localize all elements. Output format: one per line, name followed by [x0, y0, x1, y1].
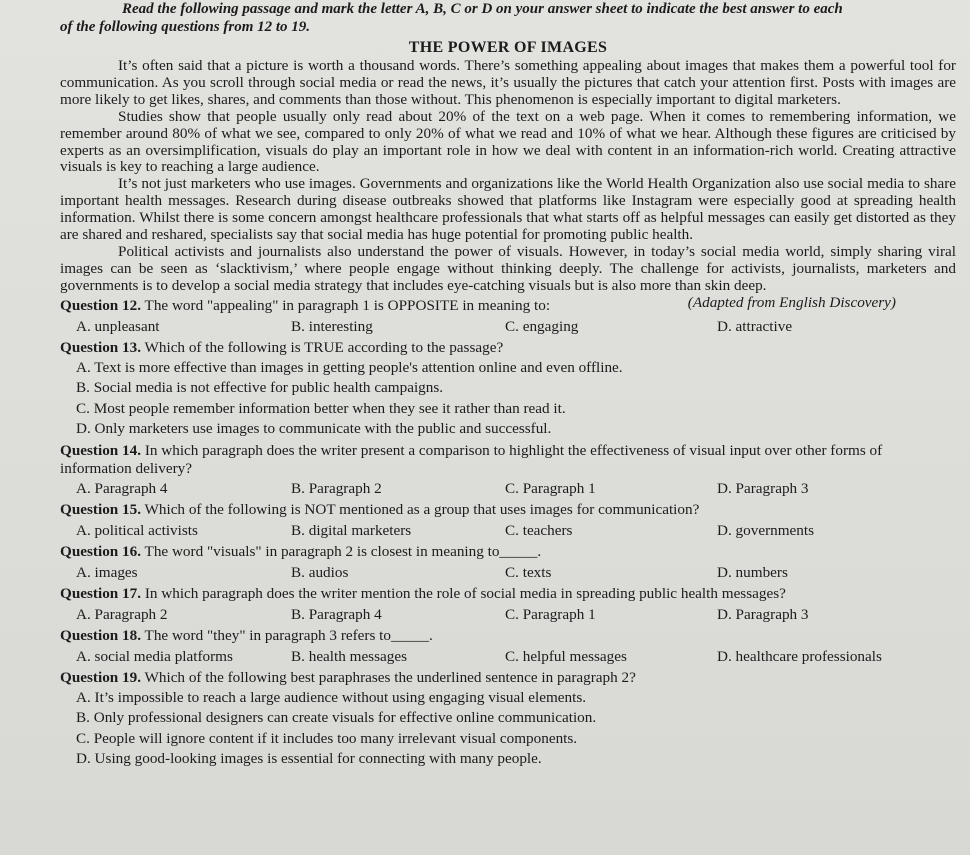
instructions — [60, 0, 956, 36]
option-b[interactable]: B. audios — [291, 563, 349, 581]
instructions-line-2: of the following questions from 12 to 19. — [60, 19, 311, 35]
question-label: Question 13. — [60, 338, 142, 356]
instructions-line-1: Read the following passage and mark the letter A, B, C or D on your answer sheet to indicate the best answer to each — [122, 1, 843, 17]
paragraph-2: Studies show that people usually only read about 20% of the text on a web page. When it comes to remembering information, we remember around 80% of what we see, compared to only 20% of what we read and 10% of what we hear. Although these figures are criticised by experts as an oversimplification, visuals do play an important role in how we deal with content in an information-rich world. Creating attractive visuals is key to reaching a large audience. — [60, 107, 956, 176]
question-text: The word "visuals" in paragraph 2 is closest in meaning to_____. — [144, 542, 542, 560]
question-text: In which paragraph does the writer mention the role of social media in spreading public health messages? — [144, 584, 786, 602]
option-b[interactable]: B. Social media is not effective for public health campaigns. — [76, 379, 444, 397]
question-label: Question 12. — [60, 296, 142, 314]
question-text: The word "they" in paragraph 3 refers to_____. — [144, 626, 433, 644]
option-d[interactable]: D. healthcare professionals — [717, 647, 882, 665]
passage-title: THE POWER OF IMAGES — [408, 39, 608, 56]
option-c[interactable]: C. engaging — [505, 317, 579, 335]
option-d[interactable]: D. Paragraph 3 — [717, 479, 809, 497]
question-text: Which of the following best paraphrases the underlined sentence in paragraph 2? — [144, 668, 636, 686]
question-label: Question 18. — [60, 626, 142, 644]
option-a[interactable]: A. It’s impossible to reach a large audience without using engaging visual elements. — [76, 688, 587, 706]
question-label: Question 17. — [60, 584, 142, 602]
question-text: Which of the following is NOT mentioned as a group that uses images for communication? — [144, 500, 700, 518]
option-b[interactable]: B. Paragraph 4 — [291, 605, 382, 623]
question-16 — [60, 541, 956, 583]
question-text: The word "appealing" in paragraph 1 is OPPOSITE in meaning to: — [144, 296, 551, 314]
question-19 — [60, 667, 956, 770]
option-c[interactable]: C. Paragraph 1 — [505, 479, 596, 497]
question-17 — [60, 583, 956, 625]
option-d[interactable]: D. Only marketers use images to communicate with the public and successful. — [76, 420, 552, 438]
option-c[interactable]: C. texts — [505, 563, 552, 581]
option-b[interactable]: B. Only professional designers can create visuals for effective online communication. — [76, 709, 597, 727]
question-label: Question 15. — [60, 500, 142, 518]
option-c[interactable]: C. Paragraph 1 — [505, 605, 596, 623]
option-c[interactable]: C. Most people remember information better when they see it rather than read it. — [76, 399, 566, 417]
question-label: Question 16. — [60, 542, 142, 560]
option-c[interactable]: C. People will ignore content if it includes too many irrelevant visual components. — [76, 729, 578, 747]
option-d[interactable]: D. governments — [717, 521, 815, 539]
option-a[interactable]: A. images — [76, 563, 138, 581]
question-18 — [60, 625, 956, 667]
question-13 — [60, 337, 956, 440]
option-b[interactable]: B. digital marketers — [291, 521, 412, 539]
paragraph-4-text: Political activists and journalists also understand the power of visuals. However, in today’s social media world, simply sharing viral images can be seen as ‘slacktivism,’ where people engage without thinking deeply. The challenge for activists, journalists, marketers and governments is to develop a social media strategy that includes eye-catching visuals but is also more than skin deep. — [60, 242, 956, 294]
question-text: Which of the following is TRUE according to the passage? — [144, 338, 504, 356]
option-a[interactable]: A. unpleasant — [76, 317, 160, 335]
option-a[interactable]: A. Paragraph 4 — [76, 479, 168, 497]
question-14 — [60, 442, 956, 499]
option-d[interactable]: D. numbers — [717, 563, 788, 581]
question-15 — [60, 499, 956, 541]
paragraph-3: It’s not just marketers who use images. Governments and organizations like the World Health Organization also use social media to share important health messages. Research during disease outbreaks showed that platforms like Instagram were especially good at spreading health information. Whilst there is some concern amongst healthcare professionals that what starts off as helpful messages can easily get distorted as they are shared and reshared, specialists say that social media has huge potential for promoting public health. — [60, 175, 956, 244]
question-label: Question 19. — [60, 668, 142, 686]
option-b[interactable]: B. interesting — [291, 317, 373, 335]
option-b[interactable]: B. health messages — [291, 647, 407, 665]
option-a[interactable]: A. social media platforms — [76, 647, 233, 665]
question-label: Question 14. — [60, 441, 142, 459]
option-d[interactable]: D. Paragraph 3 — [717, 605, 809, 623]
option-a[interactable]: A. Text is more effective than images in getting people's attention online and even offline. — [76, 358, 623, 376]
option-c[interactable]: C. teachers — [505, 521, 573, 539]
paragraph-1: It’s often said that a picture is worth a thousand words. There’s something appealing about images that makes them a powerful tool for communication. As you scroll through social media or read the news, it’s usually the pictures that catch your attention first. Posts with images are more likely to get likes, shares, and comments than those without. This phenomenon is especially important to digital marketers. — [60, 57, 956, 108]
option-d[interactable]: D. Using good-looking images is essential for connecting with many people. — [76, 750, 542, 768]
source-citation: (Adapted from English Discovery) — [687, 293, 896, 311]
option-b[interactable]: B. Paragraph 2 — [291, 479, 382, 497]
option-d[interactable]: D. attractive — [717, 317, 793, 335]
option-a[interactable]: A. political activists — [76, 521, 198, 539]
option-c[interactable]: C. helpful messages — [505, 647, 627, 665]
question-text: In which paragraph does the writer present a comparison to highlight the effectiveness of visual input over other forms of information delivery? — [60, 441, 883, 477]
option-a[interactable]: A. Paragraph 2 — [76, 605, 168, 623]
